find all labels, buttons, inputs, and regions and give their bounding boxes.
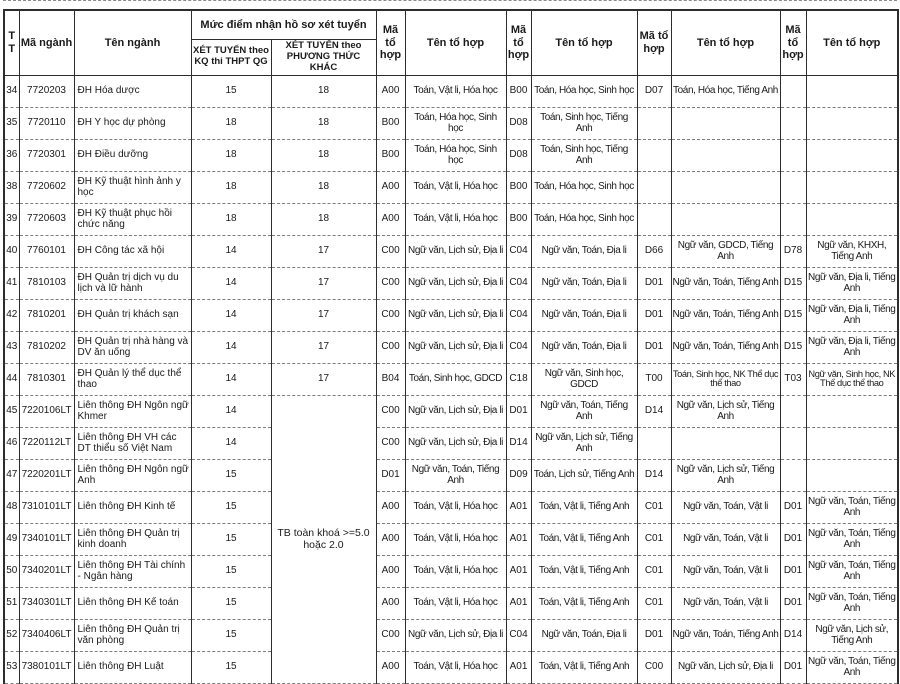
row-ten-to-hop: Toán, Lịch sử, Tiếng Anh <box>531 459 637 491</box>
row-ten-to-hop: Toán, Sinh học, GDCD <box>405 363 506 395</box>
row-diem-thpt: 14 <box>191 427 271 459</box>
row-ten-to-hop <box>671 107 780 139</box>
row-ma-to-hop: D01 <box>637 331 671 363</box>
row-ma-nganh: 7720602 <box>19 171 74 203</box>
table-row <box>4 587 898 619</box>
row-tt: 49 <box>4 523 19 555</box>
row-ma-nganh: 7220201LT <box>19 459 74 491</box>
table-row <box>4 139 898 171</box>
row-ten-to-hop: Ngữ văn, Toán, Tiếng Anh <box>671 619 780 651</box>
row-ten-to-hop: Toán, Hóa học, Sinh học <box>405 139 506 171</box>
row-ma-nganh: 7310101LT <box>19 491 74 523</box>
row-ma-to-hop: A01 <box>506 555 531 587</box>
row-ma-to-hop: D14 <box>780 619 806 651</box>
row-diem-thpt: 18 <box>191 171 271 203</box>
row-ten-to-hop: Toán, Vật li, Hóa học <box>405 523 506 555</box>
row-ten-nganh: ĐH Quản trị nhà hàng và DV ăn uống <box>74 331 191 363</box>
row-ma-to-hop <box>780 139 806 171</box>
row-ma-to-hop: D15 <box>780 267 806 299</box>
row-ma-to-hop: B00 <box>376 139 405 171</box>
row-ten-to-hop: Ngữ văn, Toán, Tiếng Anh <box>806 523 898 555</box>
row-ma-nganh: 7220112LT <box>19 427 74 459</box>
row-ma-nganh: 7810202 <box>19 331 74 363</box>
row-ma-to-hop <box>637 107 671 139</box>
header-ma-to-hop-2: Mã tổ hợp <box>506 10 531 75</box>
row-ma-to-hop: A01 <box>506 523 531 555</box>
row-ten-to-hop: Ngữ văn, Lịch sử, Tiếng Anh <box>671 395 780 427</box>
row-diem-khac: 18 <box>271 75 376 107</box>
row-ma-to-hop: A01 <box>506 651 531 683</box>
table-row <box>4 235 898 267</box>
row-ma-to-hop: D01 <box>506 395 531 427</box>
row-ten-to-hop: Ngữ văn, Sinh học, GDCD <box>531 363 637 395</box>
row-ten-to-hop: Toán, Vật li, Hóa học <box>405 75 506 107</box>
row-ten-to-hop: Ngữ văn, Lịch sử, Địa li <box>405 235 506 267</box>
row-ma-to-hop: C00 <box>376 235 405 267</box>
table-row <box>4 267 898 299</box>
row-ma-to-hop: C00 <box>376 395 405 427</box>
row-ten-to-hop: Ngữ văn, Toán, Vật li <box>671 523 780 555</box>
row-ten-to-hop <box>806 459 898 491</box>
row-ten-to-hop: Toán, Vật li, Tiếng Anh <box>531 587 637 619</box>
row-ten-to-hop: Ngữ văn, Toán, Vật li <box>671 587 780 619</box>
row-ma-to-hop: C01 <box>637 555 671 587</box>
header-ma-to-hop-1: Mã tổ hợp <box>376 10 405 75</box>
row-ten-to-hop: Toán, Vật li, Hóa học <box>405 555 506 587</box>
row-ten-to-hop: Toán, Vật li, Tiếng Anh <box>531 523 637 555</box>
row-ma-to-hop: D14 <box>637 459 671 491</box>
row-ten-nganh: ĐH Kỹ thuật phục hồi chức năng <box>74 203 191 235</box>
row-tt: 51 <box>4 587 19 619</box>
row-ten-to-hop: Ngữ văn, Lịch sử, Địa li <box>405 619 506 651</box>
row-diem-thpt: 15 <box>191 619 271 651</box>
row-diem-khac: 17 <box>271 235 376 267</box>
row-tt: 40 <box>4 235 19 267</box>
row-ma-to-hop: D01 <box>780 555 806 587</box>
row-diem-thpt: 15 <box>191 75 271 107</box>
row-diem-thpt: 14 <box>191 363 271 395</box>
row-ma-to-hop: T03 <box>780 363 806 395</box>
table-row <box>4 491 898 523</box>
table-row <box>4 299 898 331</box>
row-ma-to-hop <box>637 203 671 235</box>
row-ten-nganh: Liên thông ĐH VH các DT thiểu số Việt Nam <box>74 427 191 459</box>
row-diem-khac: 18 <box>271 203 376 235</box>
row-ten-to-hop: Toán, Vật li, Hóa học <box>405 171 506 203</box>
row-ma-to-hop: C00 <box>376 299 405 331</box>
row-ma-nganh: 7340201LT <box>19 555 74 587</box>
row-ten-to-hop: Ngữ văn, Lịch sử, Tiếng Anh <box>806 619 898 651</box>
row-ten-to-hop: Ngữ văn, Toán, Địa li <box>531 267 637 299</box>
row-ten-to-hop: Ngữ văn, Toán, Tiếng Anh <box>405 459 506 491</box>
row-ma-to-hop <box>637 171 671 203</box>
row-tt: 52 <box>4 619 19 651</box>
row-ma-to-hop: B00 <box>506 203 531 235</box>
row-ma-to-hop: C01 <box>637 587 671 619</box>
table-row <box>4 555 898 587</box>
row-diem-thpt: 15 <box>191 523 271 555</box>
row-ten-nganh: Liên thông ĐH Kinh tế <box>74 491 191 523</box>
row-ma-nganh: 7760101 <box>19 235 74 267</box>
row-ten-to-hop <box>806 395 898 427</box>
row-ma-to-hop <box>780 459 806 491</box>
row-ten-nganh: ĐH Quản trị dịch vụ du lịch và lữ hành <box>74 267 191 299</box>
row-ten-nganh: Liên thông ĐH Kế toán <box>74 587 191 619</box>
row-ten-nganh: ĐH Hóa dược <box>74 75 191 107</box>
table-row <box>4 459 898 491</box>
row-ma-to-hop: D08 <box>506 139 531 171</box>
row-diem-thpt: 15 <box>191 491 271 523</box>
row-ma-to-hop: A00 <box>376 555 405 587</box>
row-ma-to-hop: A00 <box>376 75 405 107</box>
row-ten-nganh: ĐH Quản lý thể dục thể thao <box>74 363 191 395</box>
row-ma-to-hop: D01 <box>637 299 671 331</box>
row-ten-to-hop: Ngữ văn, Toán, Tiếng Anh <box>671 299 780 331</box>
row-ma-to-hop: A00 <box>376 523 405 555</box>
row-ma-to-hop <box>780 427 806 459</box>
row-ma-to-hop <box>780 395 806 427</box>
row-ma-nganh: 7720603 <box>19 203 74 235</box>
row-ma-nganh: 7380101LT <box>19 651 74 683</box>
row-ma-to-hop: D01 <box>780 491 806 523</box>
admissions-score-table <box>3 9 899 684</box>
row-ten-to-hop: Toán, Hóa học, Sinh học <box>405 107 506 139</box>
row-ten-to-hop: Toán, Hóa học, Sinh học <box>531 75 637 107</box>
row-ten-nganh: ĐH Công tác xã hội <box>74 235 191 267</box>
merged-diem-khac-note: TB toàn khoá >=5.0 hoặc 2.0 <box>271 395 376 683</box>
row-ten-nganh: Liên thông ĐH Luật <box>74 651 191 683</box>
row-ma-nganh: 7720110 <box>19 107 74 139</box>
row-ten-to-hop: Ngữ văn, Địa li, Tiếng Anh <box>806 331 898 363</box>
row-ten-to-hop: Ngữ văn, Toán, Vật li <box>671 555 780 587</box>
header-ten-nganh: Tên ngành <box>74 10 191 75</box>
row-ten-to-hop: Ngữ văn, Toán, Tiếng Anh <box>806 651 898 683</box>
row-diem-khac: 17 <box>271 331 376 363</box>
row-ten-nganh: Liên thông ĐH Quản trị văn phòng <box>74 619 191 651</box>
row-tt: 38 <box>4 171 19 203</box>
row-ten-to-hop <box>671 203 780 235</box>
row-ma-to-hop: C04 <box>506 299 531 331</box>
header-ten-to-hop-1: Tên tổ hợp <box>405 10 506 75</box>
row-ten-to-hop: Ngữ văn, Toán, Tiếng Anh <box>531 395 637 427</box>
row-ma-to-hop: C04 <box>506 235 531 267</box>
table-row <box>4 331 898 363</box>
row-tt: 45 <box>4 395 19 427</box>
row-ma-to-hop: T00 <box>637 363 671 395</box>
row-ten-to-hop: Ngữ văn, Toán, Tiếng Anh <box>806 555 898 587</box>
row-ma-to-hop: C04 <box>506 267 531 299</box>
row-ten-to-hop <box>806 75 898 107</box>
row-ten-to-hop: Ngữ văn, Toán, Tiếng Anh <box>806 587 898 619</box>
row-diem-khac: 17 <box>271 299 376 331</box>
row-ten-to-hop: Ngữ văn, Lịch sử, Tiếng Anh <box>671 459 780 491</box>
row-ma-to-hop: C18 <box>506 363 531 395</box>
row-ma-to-hop: A00 <box>376 651 405 683</box>
table-row <box>4 651 898 683</box>
row-ma-to-hop: C00 <box>376 619 405 651</box>
row-ten-to-hop: Ngữ văn, Địa li, Tiếng Anh <box>806 299 898 331</box>
row-ma-to-hop <box>637 139 671 171</box>
row-ma-to-hop <box>780 203 806 235</box>
row-ten-to-hop: Ngữ văn, Toán, Tiếng Anh <box>671 331 780 363</box>
row-ten-to-hop: Toán, Vật li, Tiếng Anh <box>531 491 637 523</box>
table-row <box>4 107 898 139</box>
row-diem-khac: 18 <box>271 139 376 171</box>
row-tt: 42 <box>4 299 19 331</box>
row-ma-to-hop: D01 <box>780 523 806 555</box>
row-ten-to-hop: Ngữ văn, Lịch sử, Địa li <box>405 395 506 427</box>
row-ten-to-hop: Ngữ văn, Toán, Địa li <box>531 619 637 651</box>
row-ma-to-hop: B00 <box>376 107 405 139</box>
previous-row-cut-edge <box>3 0 897 1</box>
row-ma-to-hop: A00 <box>376 171 405 203</box>
row-ma-to-hop: B00 <box>506 171 531 203</box>
row-diem-thpt: 15 <box>191 459 271 491</box>
row-ma-to-hop: C04 <box>506 331 531 363</box>
row-ten-to-hop: Toán, Sinh học, NK Thể dục thể thao <box>671 363 780 395</box>
row-tt: 44 <box>4 363 19 395</box>
row-ten-to-hop <box>671 171 780 203</box>
row-ten-to-hop: Toán, Hóa học, Sinh học <box>531 203 637 235</box>
row-ten-to-hop: Ngữ văn, KHXH, Tiếng Anh <box>806 235 898 267</box>
header-ma-nganh: Mã ngành <box>19 10 74 75</box>
row-ten-to-hop <box>671 427 780 459</box>
row-ten-to-hop: Toán, Vật li, Tiếng Anh <box>531 555 637 587</box>
row-ten-to-hop: Toán, Vật li, Hóa học <box>405 491 506 523</box>
row-ten-nganh: Liên thông ĐH Ngôn ngữ Anh <box>74 459 191 491</box>
row-ten-to-hop: Ngữ văn, Lịch sử, Địa li <box>405 331 506 363</box>
row-ten-to-hop: Ngữ văn, Lịch sử, Địa li <box>405 427 506 459</box>
header-tt: TT <box>4 10 19 75</box>
row-ma-nganh: 7340101LT <box>19 523 74 555</box>
table-row <box>4 619 898 651</box>
table-row <box>4 395 898 427</box>
header-muc-diem: Mức điểm nhận hồ sơ xét tuyển <box>191 10 376 40</box>
row-ten-to-hop: Toán, Vật li, Tiếng Anh <box>531 651 637 683</box>
row-ten-to-hop: Toán, Vật li, Hóa học <box>405 203 506 235</box>
row-ma-to-hop: C00 <box>637 651 671 683</box>
table-row <box>4 523 898 555</box>
row-ma-to-hop <box>780 107 806 139</box>
row-diem-thpt: 15 <box>191 587 271 619</box>
row-ma-to-hop: D15 <box>780 331 806 363</box>
row-ten-to-hop: Ngữ văn, Toán, Địa li <box>531 331 637 363</box>
row-ten-nganh: ĐH Kỹ thuật hình ảnh y học <box>74 171 191 203</box>
table-row <box>4 363 898 395</box>
row-diem-khac: 17 <box>271 267 376 299</box>
row-ma-nganh: 7340406LT <box>19 619 74 651</box>
row-ten-nganh: Liên thông ĐH Tài chính - Ngân hàng <box>74 555 191 587</box>
row-tt: 48 <box>4 491 19 523</box>
row-ma-nganh: 7810201 <box>19 299 74 331</box>
row-ten-to-hop: Ngữ văn, Toán, Địa li <box>531 235 637 267</box>
row-ten-to-hop: Ngữ văn, Toán, Tiếng Anh <box>671 267 780 299</box>
row-ten-to-hop: Ngữ văn, Địa li, Tiếng Anh <box>806 267 898 299</box>
row-ten-to-hop <box>806 427 898 459</box>
table-row <box>4 203 898 235</box>
row-ten-to-hop: Ngữ văn, Lịch sử, Địa li <box>405 267 506 299</box>
row-ten-to-hop: Ngữ văn, Toán, Tiếng Anh <box>806 491 898 523</box>
row-ma-to-hop: A01 <box>506 587 531 619</box>
header-ma-to-hop-3: Mã tổ hợp <box>637 10 671 75</box>
table-header <box>4 10 898 75</box>
row-diem-thpt: 18 <box>191 107 271 139</box>
row-ten-to-hop: Toán, Hóa học, Tiếng Anh <box>671 75 780 107</box>
row-ten-nganh: ĐH Y học dự phòng <box>74 107 191 139</box>
row-ma-to-hop: C04 <box>506 619 531 651</box>
row-diem-thpt: 14 <box>191 331 271 363</box>
row-diem-thpt: 18 <box>191 139 271 171</box>
row-ma-to-hop: D66 <box>637 235 671 267</box>
table-row <box>4 75 898 107</box>
row-diem-khac: 17 <box>271 363 376 395</box>
row-diem-thpt: 14 <box>191 299 271 331</box>
row-ma-to-hop: D01 <box>780 651 806 683</box>
row-ten-to-hop: Ngữ văn, Sinh học, NK Thể dục thể thao <box>806 363 898 395</box>
row-ma-to-hop: D14 <box>637 395 671 427</box>
row-diem-thpt: 15 <box>191 555 271 587</box>
row-ten-to-hop <box>806 139 898 171</box>
row-tt: 53 <box>4 651 19 683</box>
header-xet-tuyen-khac: XÉT TUYỂN theo PHƯƠNG THỨC KHÁC <box>271 40 376 76</box>
row-ma-to-hop: C01 <box>637 523 671 555</box>
row-ma-to-hop: B04 <box>376 363 405 395</box>
table-body <box>4 75 898 683</box>
row-ma-to-hop: A01 <box>506 491 531 523</box>
header-xet-tuyen-thpt: XÉT TUYỂN theo KQ thi THPT QG <box>191 40 271 76</box>
row-ten-to-hop: Toán, Sinh học, Tiếng Anh <box>531 107 637 139</box>
row-ma-to-hop: C00 <box>376 427 405 459</box>
row-tt: 43 <box>4 331 19 363</box>
header-ten-to-hop-4: Tên tổ hợp <box>806 10 898 75</box>
row-ma-to-hop: D01 <box>637 619 671 651</box>
header-ma-to-hop-4: Mã tổ hợp <box>780 10 806 75</box>
row-ten-to-hop: Ngữ văn, Toán, Vật li <box>671 491 780 523</box>
row-ma-nganh: 7810103 <box>19 267 74 299</box>
row-ma-nganh: 7720301 <box>19 139 74 171</box>
row-diem-thpt: 15 <box>191 651 271 683</box>
row-ten-nganh: ĐH Quản trị khách sạn <box>74 299 191 331</box>
row-diem-thpt: 14 <box>191 235 271 267</box>
row-ma-nganh: 7340301LT <box>19 587 74 619</box>
row-ma-nganh: 7220106LT <box>19 395 74 427</box>
row-ma-to-hop: D14 <box>506 427 531 459</box>
row-diem-thpt: 14 <box>191 267 271 299</box>
row-tt: 39 <box>4 203 19 235</box>
header-ten-to-hop-3: Tên tổ hợp <box>671 10 780 75</box>
row-ma-to-hop: D09 <box>506 459 531 491</box>
row-ma-to-hop: D78 <box>780 235 806 267</box>
row-diem-khac: 18 <box>271 171 376 203</box>
row-ma-to-hop <box>780 75 806 107</box>
row-diem-thpt: 14 <box>191 395 271 427</box>
row-ma-to-hop <box>780 171 806 203</box>
row-tt: 50 <box>4 555 19 587</box>
row-ten-nganh: Liên thông ĐH Ngôn ngữ Khmer <box>74 395 191 427</box>
row-ma-to-hop <box>637 427 671 459</box>
row-ten-to-hop: Ngữ văn, Lịch sử, Tiếng Anh <box>531 427 637 459</box>
row-ma-to-hop: D07 <box>637 75 671 107</box>
row-diem-khac: 18 <box>271 107 376 139</box>
row-ten-nganh: ĐH Điều dưỡng <box>74 139 191 171</box>
row-ten-to-hop: Ngữ văn, Lịch sử, Địa li <box>405 299 506 331</box>
row-ten-to-hop: Ngữ văn, Lịch sử, Địa li <box>671 651 780 683</box>
row-ma-to-hop: A00 <box>376 203 405 235</box>
row-ma-to-hop: C01 <box>637 491 671 523</box>
row-ten-nganh: Liên thông ĐH Quản trị kinh doanh <box>74 523 191 555</box>
row-ma-to-hop: D01 <box>376 459 405 491</box>
row-ten-to-hop: Toán, Vật li, Hóa học <box>405 587 506 619</box>
table-row <box>4 171 898 203</box>
row-diem-thpt: 18 <box>191 203 271 235</box>
table-row <box>4 427 898 459</box>
row-ten-to-hop <box>806 203 898 235</box>
row-ma-to-hop: B00 <box>506 75 531 107</box>
row-ten-to-hop <box>806 107 898 139</box>
row-ma-to-hop: A00 <box>376 587 405 619</box>
row-ma-to-hop: C00 <box>376 267 405 299</box>
row-tt: 47 <box>4 459 19 491</box>
row-ten-to-hop: Toán, Vật li, Hóa học <box>405 651 506 683</box>
row-ma-to-hop: A00 <box>376 491 405 523</box>
row-ma-to-hop: D01 <box>637 267 671 299</box>
row-tt: 41 <box>4 267 19 299</box>
row-ma-to-hop: D15 <box>780 299 806 331</box>
row-tt: 34 <box>4 75 19 107</box>
row-ma-nganh: 7810301 <box>19 363 74 395</box>
row-ten-to-hop: Ngữ văn, Toán, Địa li <box>531 299 637 331</box>
row-ten-to-hop: Toán, Hóa học, Sinh học <box>531 171 637 203</box>
row-ten-to-hop <box>671 139 780 171</box>
row-ma-to-hop: D08 <box>506 107 531 139</box>
header-ten-to-hop-2: Tên tổ hợp <box>531 10 637 75</box>
row-ten-to-hop: Toán, Sinh học, Tiếng Anh <box>531 139 637 171</box>
row-tt: 35 <box>4 107 19 139</box>
row-ma-to-hop: D01 <box>780 587 806 619</box>
row-ten-to-hop <box>806 171 898 203</box>
row-ma-nganh: 7720203 <box>19 75 74 107</box>
row-ten-to-hop: Ngữ văn, GDCD, Tiếng Anh <box>671 235 780 267</box>
row-tt: 46 <box>4 427 19 459</box>
row-tt: 36 <box>4 139 19 171</box>
row-ma-to-hop: C00 <box>376 331 405 363</box>
